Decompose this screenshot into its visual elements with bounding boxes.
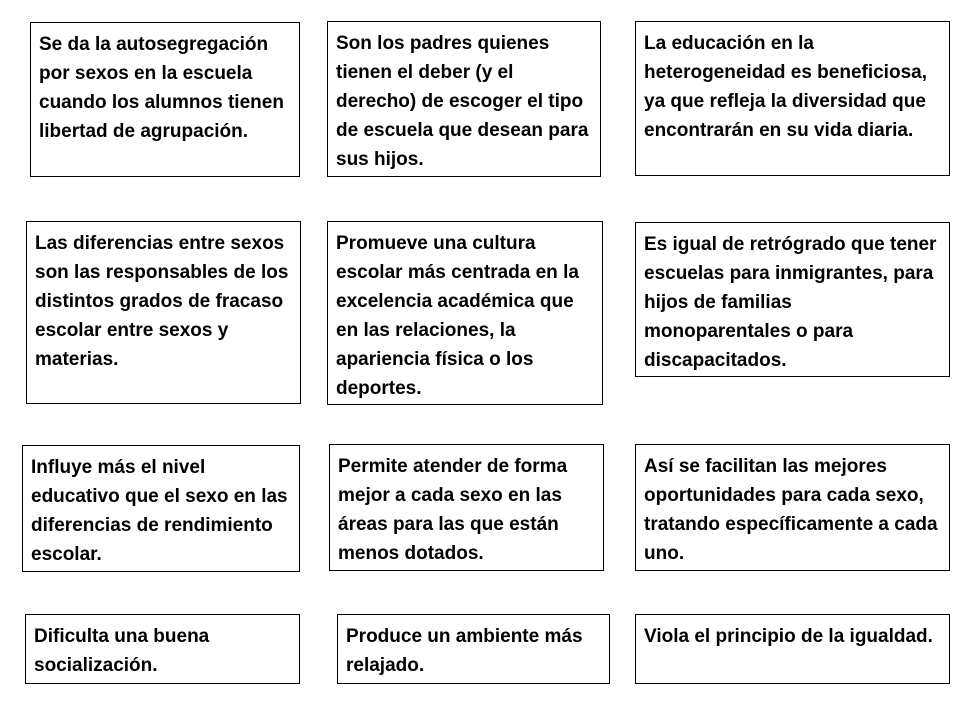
statement-card-4: Las diferencias entre sexos son las responsables de los distintos grados de fracaso escolar entre sexos y materias. bbox=[26, 221, 301, 404]
statement-card-12: Viola el principio de la igualdad. bbox=[635, 614, 950, 684]
statement-card-2: Son los padres quienes tienen el deber (y el derecho) de escoger el tipo de escuela que desean para sus hijos. bbox=[327, 21, 601, 177]
statement-card-5: Promueve una cultura escolar más centrada en la excelencia académica que en las relaciones, la apariencia física o los deportes. bbox=[327, 221, 603, 405]
statement-card-8: Permite atender de forma mejor a cada sexo en las áreas para las que están menos dotados. bbox=[329, 444, 604, 571]
statement-card-7: Influye más el nivel educativo que el sexo en las diferencias de rendimiento escolar. bbox=[22, 445, 300, 572]
statement-card-1: Se da la autosegregación por sexos en la escuela cuando los alumnos tienen libertad de agrupación. bbox=[30, 22, 300, 177]
statement-card-6: Es igual de retrógrado que tener escuelas para inmigrantes, para hijos de familias monoparentales o para discapacitados. bbox=[635, 222, 950, 377]
statement-card-10: Dificulta una buena socialización. bbox=[25, 614, 300, 684]
statement-card-9: Así se facilitan las mejores oportunidades para cada sexo, tratando específicamente a cada uno. bbox=[635, 444, 950, 571]
statement-card-3: La educación en la heterogeneidad es beneficiosa, ya que refleja la diversidad que encontrarán en su vida diaria. bbox=[635, 21, 950, 176]
statement-card-11: Produce un ambiente más relajado. bbox=[337, 614, 610, 684]
